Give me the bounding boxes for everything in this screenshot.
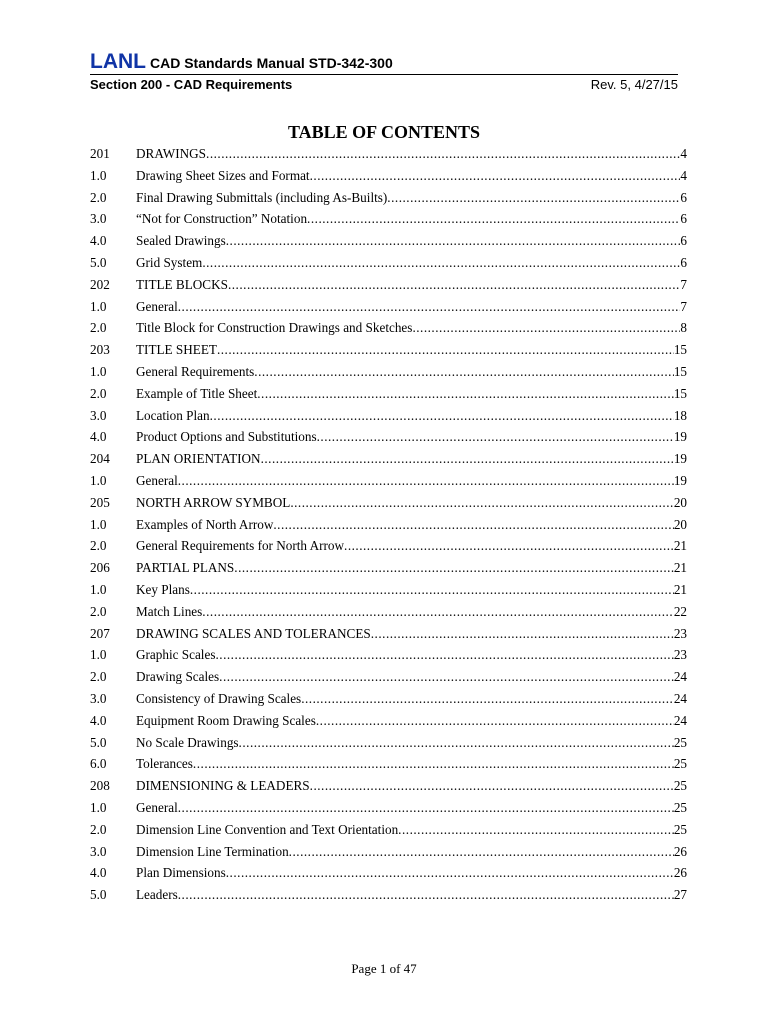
- toc-entry-title: Dimension Line Convention and Text Orientation: [136, 821, 399, 837]
- toc-entry[interactable]: [90, 735, 687, 757]
- toc-entry-page: 19: [673, 429, 687, 445]
- section-title: Section 200 - CAD Requirements: [90, 77, 293, 92]
- toc-entry[interactable]: [90, 146, 687, 168]
- toc-entry-title: Grid System: [136, 254, 203, 270]
- toc-entry[interactable]: [90, 233, 687, 255]
- toc-entry-number: 5.0: [90, 734, 107, 750]
- toc-entry-title: TITLE BLOCKS: [136, 276, 228, 292]
- toc-entry[interactable]: [90, 429, 687, 451]
- toc-dot-leader: [178, 800, 674, 816]
- toc-entry-number: 208: [90, 778, 110, 794]
- toc-entry-title: General Requirements: [136, 363, 255, 379]
- toc-dot-leader: [344, 538, 674, 554]
- header-title-line: [90, 50, 678, 74]
- toc-entry[interactable]: [90, 691, 687, 713]
- toc-entry-number: 3.0: [90, 407, 107, 423]
- toc-dot-leader: [371, 626, 674, 642]
- toc-entry-number: 201: [90, 146, 110, 161]
- toc-entry-number: 2.0: [90, 669, 107, 685]
- toc-dot-leader: [261, 451, 674, 467]
- toc-entry[interactable]: [90, 168, 687, 190]
- toc-entry[interactable]: [90, 582, 687, 604]
- toc-entry-page: 8: [680, 320, 687, 336]
- toc-entry[interactable]: [90, 756, 687, 778]
- toc-entry[interactable]: [90, 647, 687, 669]
- toc-entry[interactable]: [90, 342, 687, 364]
- toc-entry-title: DIMENSIONING & LEADERS: [136, 778, 310, 794]
- toc-entry-number: 2.0: [90, 603, 107, 619]
- toc-dot-leader: [206, 146, 680, 162]
- toc-entry-number: 5.0: [90, 254, 107, 270]
- toc-entry-page: 26: [673, 865, 687, 881]
- toc-entry-number: 1.0: [90, 363, 107, 379]
- toc-entry-title: Key Plans: [136, 581, 190, 597]
- toc-entry-page: 15: [673, 363, 687, 379]
- toc-entry-page: 24: [673, 690, 687, 706]
- toc-entry[interactable]: [90, 778, 687, 800]
- toc-entry-page: 6: [680, 189, 687, 205]
- toc-entry-title: PLAN ORIENTATION: [136, 451, 261, 467]
- toc-entry-number: 1.0: [90, 581, 107, 597]
- toc-entry-number: 203: [90, 342, 110, 358]
- toc-dot-leader: [234, 560, 674, 576]
- toc-entry[interactable]: [90, 517, 687, 539]
- toc-dot-leader: [273, 517, 673, 533]
- toc-entry-page: 23: [673, 625, 687, 641]
- revision-label: Rev. 5, 4/27/15: [590, 77, 678, 92]
- toc-entry-title: Dimension Line Termination: [136, 843, 289, 859]
- toc-entry-page: 6: [680, 254, 687, 270]
- toc-entry-page: 23: [673, 647, 687, 663]
- toc-entry-title: Location Plan: [136, 407, 210, 423]
- document-header: [90, 50, 678, 92]
- toc-entry-number: 206: [90, 560, 110, 576]
- toc-entry-number: 3.0: [90, 690, 107, 706]
- toc-entry-page: 25: [673, 821, 687, 837]
- toc-entry[interactable]: [90, 190, 687, 212]
- toc-dot-leader: [317, 429, 674, 445]
- toc-entry-number: 4.0: [90, 233, 107, 249]
- toc-entry-title: Graphic Scales: [136, 647, 216, 663]
- toc-dot-leader: [226, 865, 674, 881]
- toc-entry-page: 15: [673, 342, 687, 358]
- toc-entry[interactable]: [90, 713, 687, 735]
- toc-dot-leader: [217, 342, 674, 358]
- toc-entry-page: 4: [680, 167, 687, 183]
- toc-entry-page: 25: [673, 778, 687, 794]
- toc-dot-leader: [239, 735, 674, 751]
- toc-entry-number: 1.0: [90, 472, 107, 488]
- toc-entry-title: No Scale Drawings: [136, 734, 239, 750]
- toc-entry-number: 2.0: [90, 189, 107, 205]
- toc-entry[interactable]: [90, 320, 687, 342]
- lanl-logo: LANL: [90, 50, 146, 73]
- toc-entry-title: Drawing Scales: [136, 669, 220, 685]
- toc-dot-leader: [202, 255, 680, 271]
- toc-entry-number: 207: [90, 625, 110, 641]
- toc-entry-number: 1.0: [90, 298, 107, 314]
- toc-entry[interactable]: [90, 364, 687, 386]
- toc-entry-number: 5.0: [90, 887, 107, 903]
- page-number: Page 1 of 47: [351, 961, 417, 976]
- toc-dot-leader: [215, 647, 673, 663]
- toc-dot-leader: [307, 211, 680, 227]
- toc-entry-number: 6.0: [90, 756, 107, 772]
- toc-entry-number: 2.0: [90, 538, 107, 554]
- toc-entry[interactable]: [90, 495, 687, 517]
- toc-dot-leader: [310, 778, 674, 794]
- toc-entry-title: Examples of North Arrow: [136, 516, 274, 532]
- toc-entry-number: 3.0: [90, 211, 107, 227]
- toc-entry[interactable]: [90, 473, 687, 495]
- toc-entry[interactable]: [90, 277, 687, 299]
- toc-entry-title: General: [136, 298, 178, 314]
- toc-entry-number: 2.0: [90, 821, 107, 837]
- toc-entry-number: 205: [90, 494, 110, 510]
- toc-entry-title: Drawing Sheet Sizes and Format: [136, 167, 310, 183]
- toc-entry-title: Match Lines: [136, 603, 203, 619]
- toc-entry-page: 15: [673, 385, 687, 401]
- toc-entry[interactable]: [90, 844, 687, 866]
- toc-entry-page: 7: [680, 298, 687, 314]
- toc-entry-number: 204: [90, 451, 110, 467]
- toc-dot-leader: [193, 756, 674, 772]
- header-divider: [90, 74, 678, 75]
- toc-entry-page: 24: [673, 669, 687, 685]
- toc-entry-page: 21: [673, 560, 687, 576]
- toc-entry-title: TITLE SHEET: [136, 342, 217, 358]
- toc-entry-number: 1.0: [90, 516, 107, 532]
- toc-entry-title: Consistency of Drawing Scales: [136, 690, 302, 706]
- toc-entry-title: “Not for Construction” Notation: [136, 211, 308, 227]
- toc-entry-title: PARTIAL PLANS: [136, 560, 235, 576]
- toc-entry[interactable]: [90, 822, 687, 844]
- toc-entry[interactable]: [90, 538, 687, 560]
- toc-entry-page: 22: [673, 603, 687, 619]
- toc-entry-page: 21: [673, 581, 687, 597]
- toc-dot-leader: [301, 691, 674, 707]
- toc-dot-leader: [178, 299, 681, 315]
- toc-entry-page: 25: [673, 799, 687, 815]
- toc-dot-leader: [316, 713, 674, 729]
- toc-entry-title: Plan Dimensions: [136, 865, 226, 881]
- header-section-line: [90, 77, 678, 92]
- toc-entry-number: 1.0: [90, 647, 107, 663]
- toc-dot-leader: [254, 364, 674, 380]
- toc-heading: TABLE OF CONTENTS: [287, 122, 481, 142]
- toc-entry[interactable]: [90, 604, 687, 626]
- toc-dot-leader: [190, 582, 674, 598]
- toc-entry-number: 1.0: [90, 167, 107, 183]
- toc-entry[interactable]: [90, 626, 687, 648]
- toc-dot-leader: [210, 408, 674, 424]
- toc-dot-leader: [387, 190, 680, 206]
- toc-dot-leader: [219, 669, 674, 685]
- toc-entry-page: 21: [673, 538, 687, 554]
- toc-entry-number: 202: [90, 276, 110, 292]
- toc-entry[interactable]: [90, 408, 687, 430]
- toc-entry[interactable]: [90, 887, 687, 909]
- toc-dot-leader: [257, 386, 674, 402]
- toc-dot-leader: [290, 495, 674, 511]
- toc-entry-title: NORTH ARROW SYMBOL: [136, 494, 291, 510]
- toc-dot-leader: [412, 320, 680, 336]
- toc-entry[interactable]: [90, 800, 687, 822]
- toc-entry[interactable]: [90, 669, 687, 691]
- toc-entry-number: 2.0: [90, 320, 107, 336]
- toc-entry-title: Equipment Room Drawing Scales: [136, 712, 316, 728]
- toc-entry-number: 3.0: [90, 843, 107, 859]
- toc-entry-page: 20: [673, 516, 687, 532]
- toc-entry-number: 1.0: [90, 799, 107, 815]
- toc-entry-title: General Requirements for North Arrow: [136, 538, 345, 554]
- toc-entry-title: Example of Title Sheet: [136, 385, 258, 401]
- toc-entry[interactable]: [90, 255, 687, 277]
- toc-entry-title: Final Drawing Submittals (including As-Builts): [136, 189, 388, 205]
- toc-entry-page: 25: [673, 756, 687, 772]
- toc-dot-leader: [178, 887, 674, 903]
- toc-entry[interactable]: [90, 560, 687, 582]
- toc-entry-title: General: [136, 472, 178, 488]
- toc-entry-page: 20: [673, 494, 687, 510]
- manual-title: CAD Standards Manual STD-342-300: [150, 55, 393, 71]
- toc-dot-leader: [202, 604, 674, 620]
- toc-entry-number: 2.0: [90, 385, 107, 401]
- toc-entry-title: General: [136, 799, 178, 815]
- toc-dot-leader: [226, 233, 681, 249]
- toc-entry[interactable]: [90, 451, 687, 473]
- toc-entry[interactable]: [90, 299, 687, 321]
- toc-entry-page: 6: [680, 211, 687, 227]
- table-of-contents: [90, 146, 687, 909]
- toc-entry-page: 27: [673, 887, 687, 903]
- toc-dot-leader: [178, 473, 674, 489]
- toc-entry[interactable]: [90, 865, 687, 887]
- toc-dot-leader: [228, 277, 680, 293]
- toc-entry-page: 4: [680, 146, 687, 161]
- toc-entry-page: 6: [680, 233, 687, 249]
- toc-entry-page: 24: [673, 712, 687, 728]
- toc-entry-number: 4.0: [90, 712, 107, 728]
- toc-entry[interactable]: [90, 211, 687, 233]
- toc-entry-title: Leaders: [136, 887, 178, 903]
- toc-entry-title: DRAWING SCALES AND TOLERANCES: [136, 625, 371, 641]
- toc-entry-page: 26: [673, 843, 687, 859]
- toc-entry-page: 25: [673, 734, 687, 750]
- toc-entry-page: 7: [680, 276, 687, 292]
- toc-dot-leader: [310, 168, 681, 184]
- toc-entry-title: Tolerances: [136, 756, 193, 772]
- toc-entry-page: 19: [673, 472, 687, 488]
- toc-dot-leader: [398, 822, 674, 838]
- toc-entry-page: 18: [673, 407, 687, 423]
- toc-entry-number: 4.0: [90, 429, 107, 445]
- toc-entry-title: Sealed Drawings: [136, 233, 226, 249]
- toc-entry-title: Title Block for Construction Drawings and Sketches: [136, 320, 413, 336]
- toc-dot-leader: [289, 844, 674, 860]
- toc-entry-number: 4.0: [90, 865, 107, 881]
- toc-entry[interactable]: [90, 386, 687, 408]
- toc-entry-title: DRAWINGS: [136, 146, 207, 161]
- toc-entry-page: 19: [673, 451, 687, 467]
- toc-entry-title: Product Options and Substitutions: [136, 429, 317, 445]
